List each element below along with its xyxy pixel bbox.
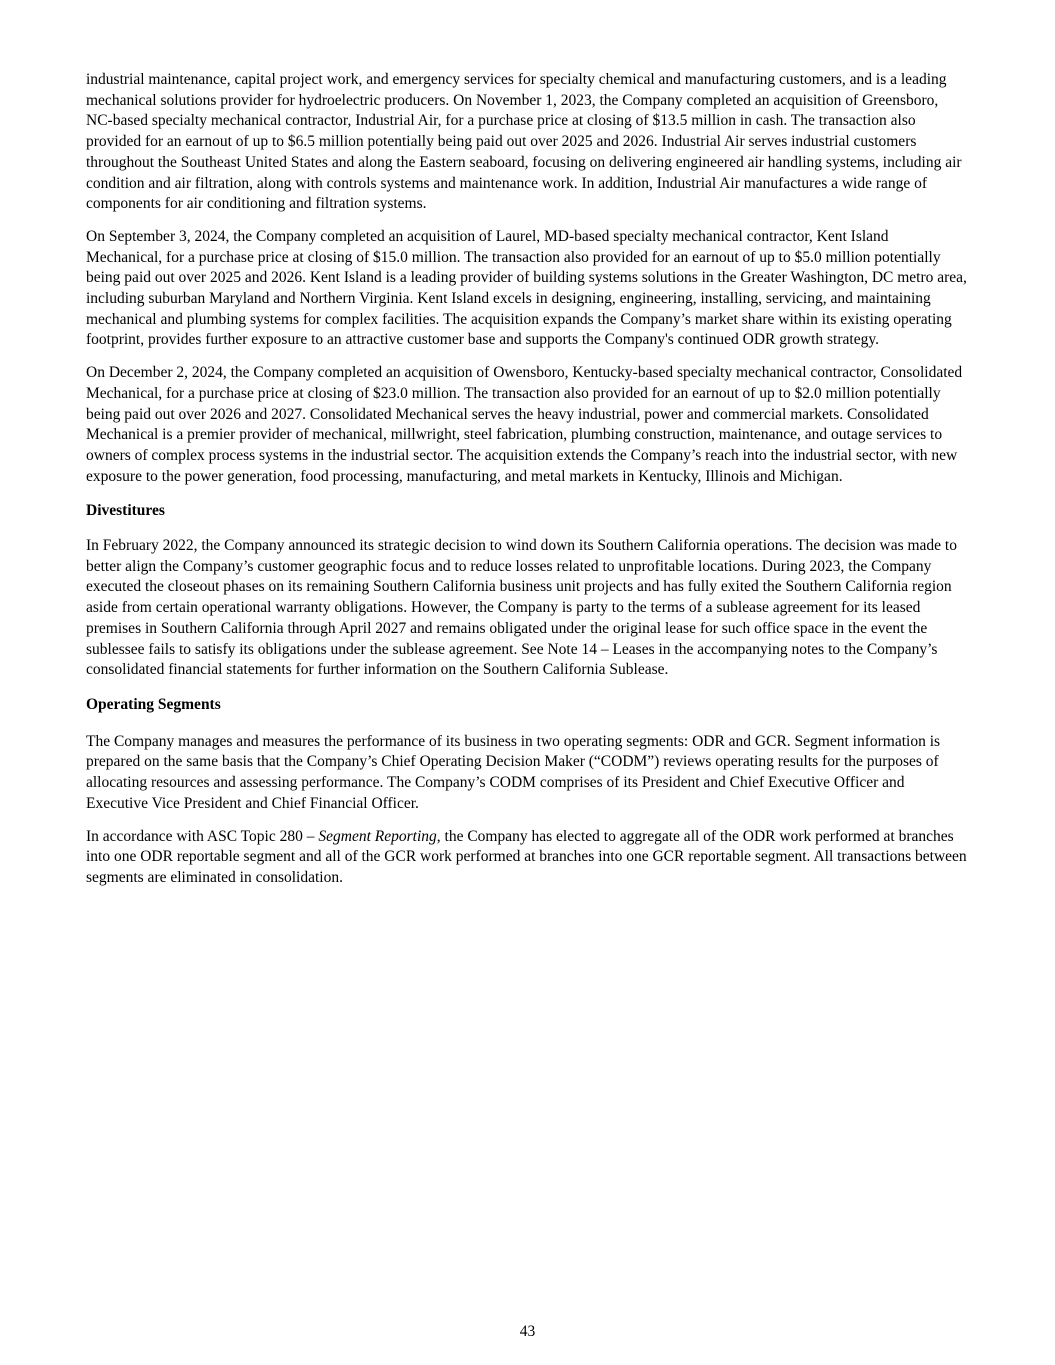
operating-segments-heading: Operating Segments (86, 695, 221, 713)
document-page (86, 70, 968, 901)
paragraph-kent-island: On September 3, 2024, the Company completed an acquisition of Laurel, MD-based specialty mechanical contractor, Kent Island Mechanical, for a purchase price at closing of $15.0 million. The transaction also provided for an earnout of up to $5.0 million potentially being paid out over 2025 and 2026. Kent Island is a leading provider of building systems solutions in the Greater Washington, DC metro area, including suburban Maryland and Northern Virginia. Kent Island excels in designing, engineering, installing, servicing, and maintaining mechanical and plumbing systems for complex facilities. The acquisition expands the Company’s market share within its existing operating footprint, provides further exposure to an attractive customer base and supports the Company's continued ODR growth strategy. (86, 227, 967, 349)
segment-reporting-prefix: In accordance with ASC Topic 280 – (86, 827, 319, 845)
divestitures-paragraph: In February 2022, the Company announced its strategic decision to wind down its Southern California operations. The decision was made to better align the Company’s customer geographic focus and to reduce losses related to unprofitable locations. During 2023, the Company executed the closeout phases on its remaining Southern California business unit projects and has fully exited the Southern California region aside from certain operational warranty obligations. However, the Company is party to the terms of a sublease agreement for its leased premises in Southern California through April 2027 and remains obligated under the original lease for such office space in the event the sublessee fails to satisfy its obligations under the sublease agreement. See Note 14 – Leases in the accompanying notes to the Company’s consolidated financial statements for further information on the Southern California Sublease. (86, 537, 957, 679)
page-number: 43 (519, 1323, 536, 1340)
divestitures-heading: Divestitures (86, 502, 165, 520)
segment-reporting-title: Segment Reporting (318, 827, 437, 845)
segment-reporting-suffix: , the Company has elected to aggregate all of the ODR work performed at branches into one ODR reportable segment and all of the GCR work performed at branches into one GCR reportable segment. All transactions between segments are eliminated in consolidation. (86, 827, 967, 886)
segment-reporting-paragraph (86, 827, 968, 889)
paragraph-industrial-air: industrial maintenance, capital project work, and emergency services for specialty chemical and manufacturing customers, and is a leading mechanical solutions provider for hydroelectric producers. On November 1, 2023, the Company completed an acquisition of Greensboro, NC-based specialty mechanical contractor, Industrial Air, for a purchase price at closing of $13.5 million in cash. The transaction also provided for an earnout of up to $6.5 million potentially being paid out over 2025 and 2026. Industrial Air serves industrial customers throughout the Southeast United States and along the Eastern seaboard, focusing on delivering engineered air handling systems, including air condition and air filtration, along with controls systems and maintenance work. In addition, Industrial Air manufactures a wide range of components for air conditioning and filtration systems. (86, 71, 962, 213)
operating-segments-paragraph: The Company manages and measures the performance of its business in two operating segments: ODR and GCR. Segment information is prepared on the same basis that the Company’s Chief Operating Decision Maker (“CODM”) reviews operating results for the purposes of allocating resources and assessing performance. The Company’s CODM comprises of its President and Chief Executive Officer and Executive Vice President and Chief Financial Officer. (86, 732, 941, 812)
paragraph-consolidated-mechanical: On December 2, 2024, the Company completed an acquisition of Owensboro, Kentucky-based specialty mechanical contractor, Consolidated Mechanical, for a purchase price at closing of $23.0 million. The transaction also provided for an earnout of up to $2.0 million potentially being paid out over 2026 and 2027. Consolidated Mechanical serves the heavy industrial, power and commercial markets. Consolidated Mechanical is a premier provider of mechanical, millwright, steel fabrication, plumbing construction, maintenance, and outage services to owners of complex process systems in the industrial sector. The acquisition extends the Company’s reach into the industrial sector, with new exposure to the power generation, food processing, manufacturing, and metal markets in Kentucky, Illinois and Michigan. (86, 364, 963, 485)
